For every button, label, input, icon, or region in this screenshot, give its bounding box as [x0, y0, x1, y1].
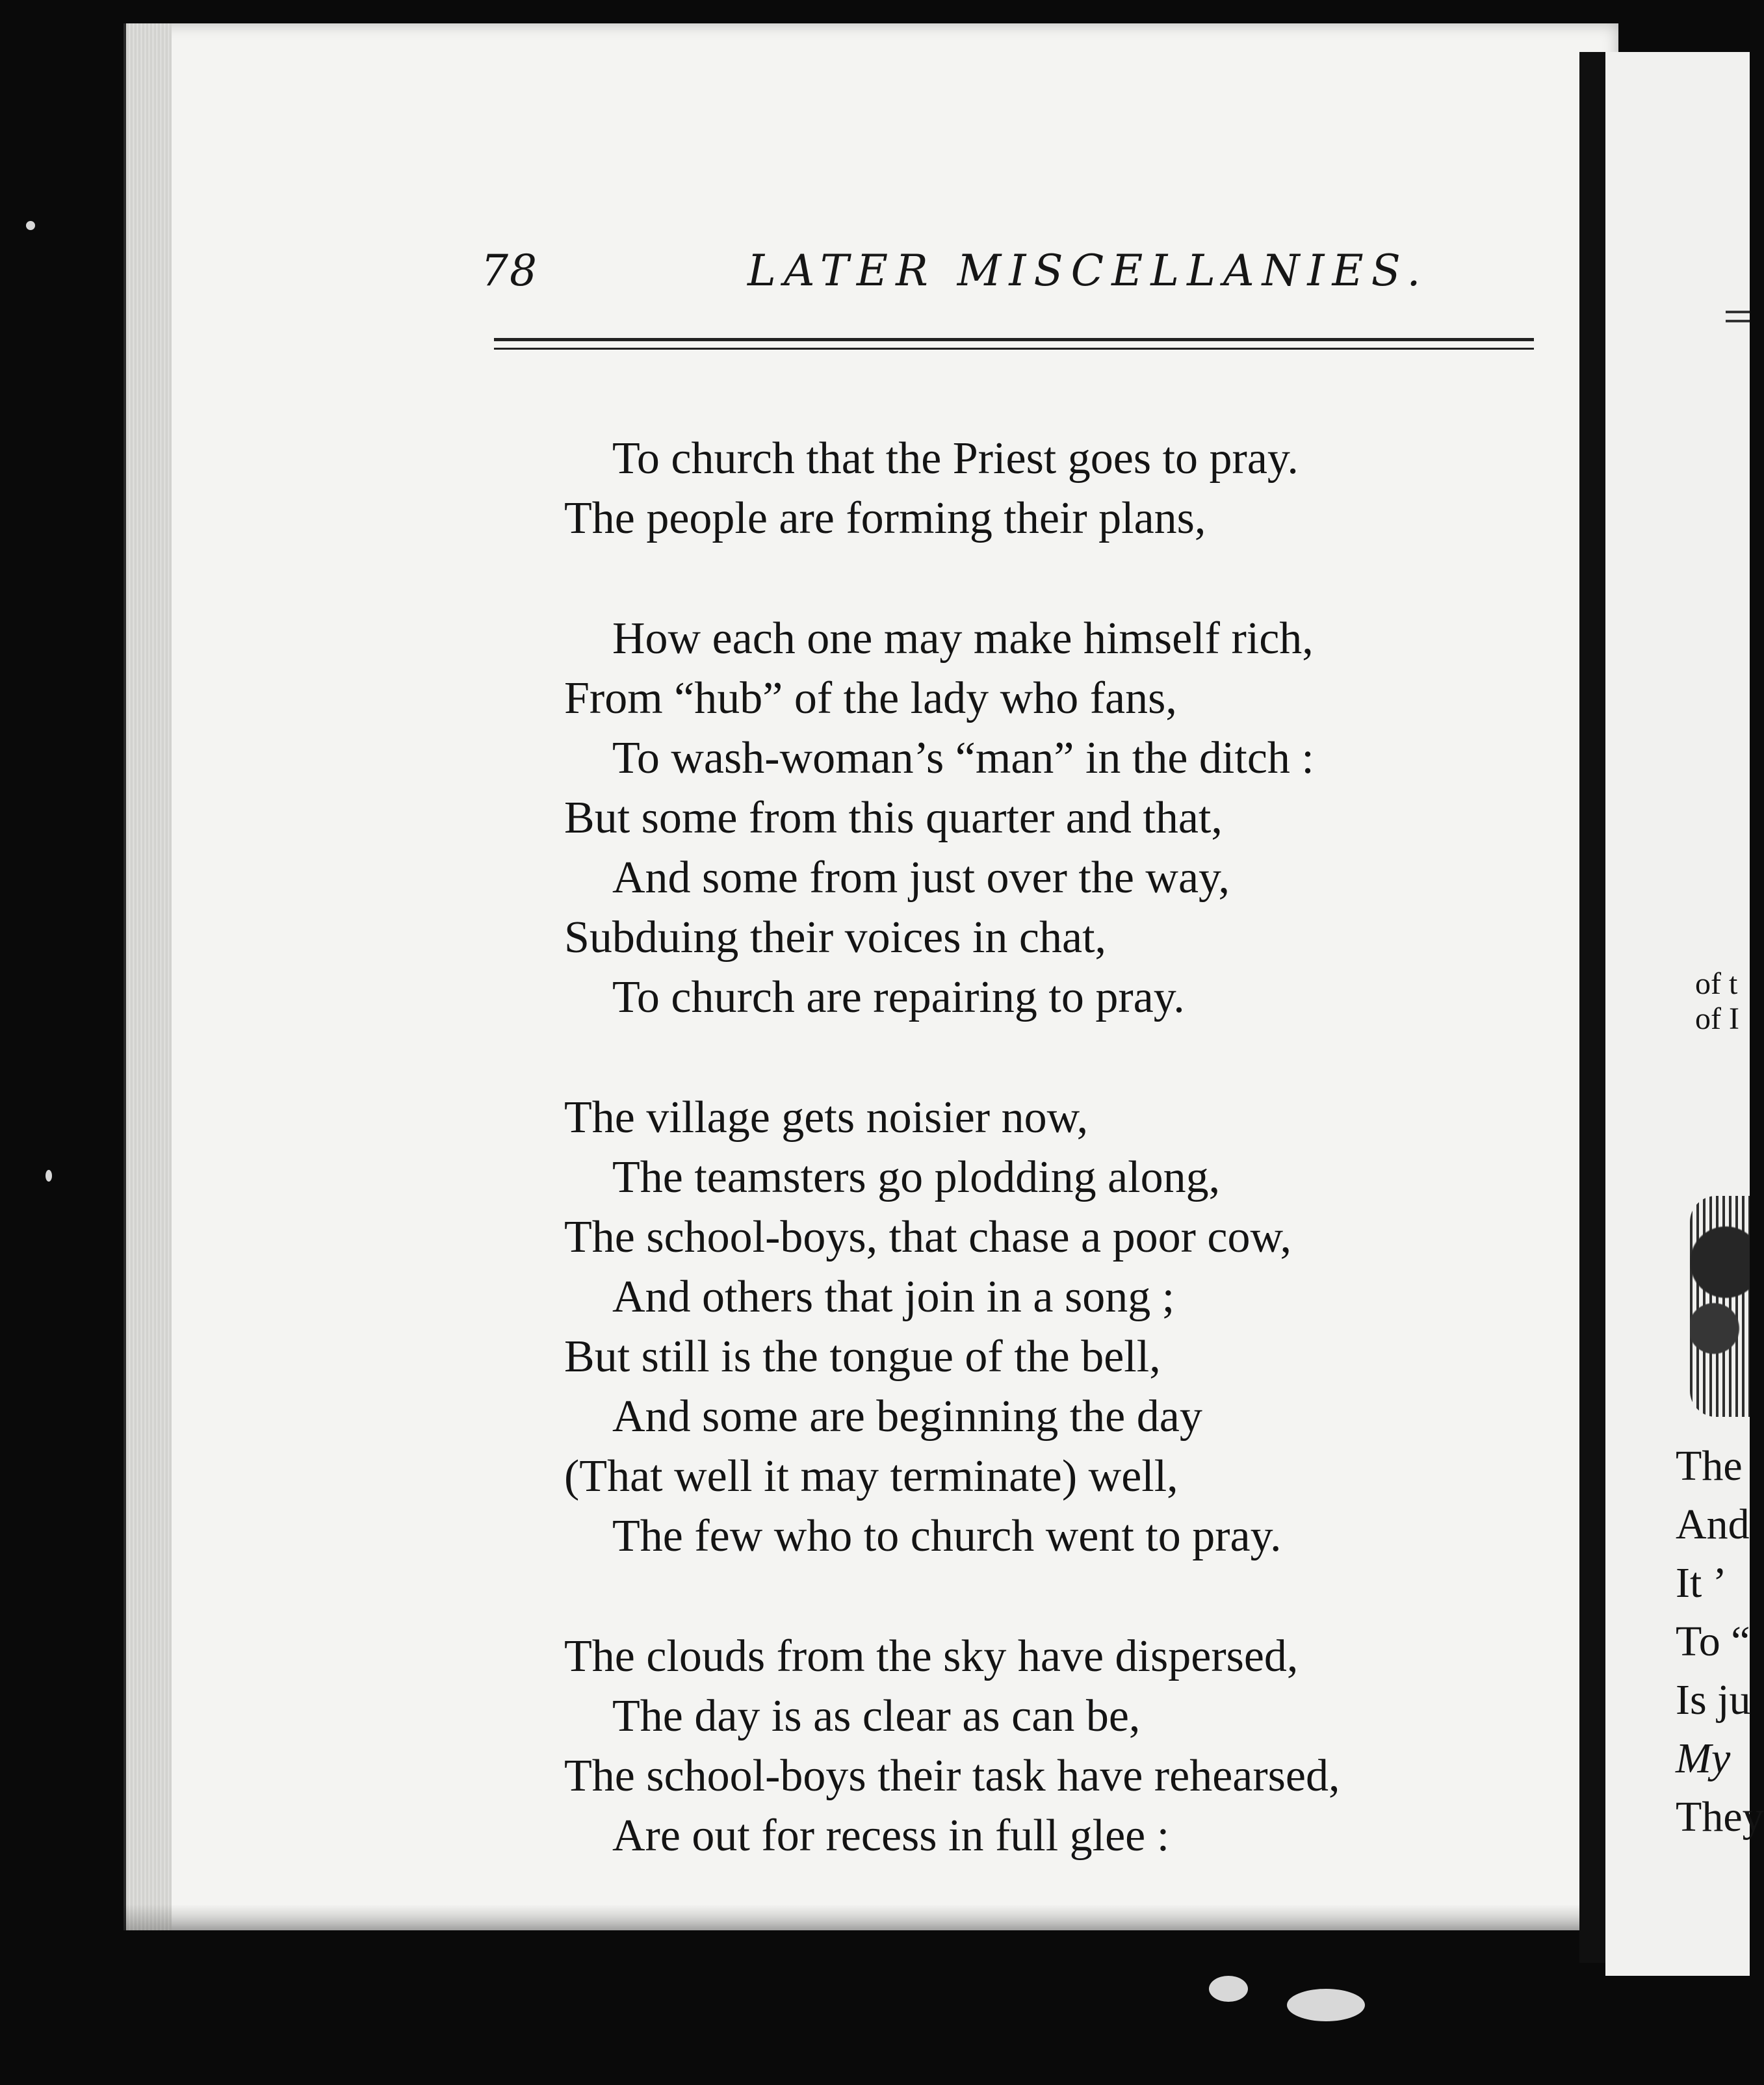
poem-line: From “hub” of the lady who fans, [564, 673, 1177, 723]
right-page-fragment: The [1676, 1442, 1743, 1490]
scan-speck [1287, 1989, 1365, 2021]
poem-line: To wash-woman’s “man” in the ditch : [612, 733, 1314, 783]
poem-line: And others that join in a song ; [612, 1272, 1175, 1322]
poem-line: The people are forming their plans, [564, 493, 1206, 543]
page-number: 78 [481, 246, 538, 296]
poem-stanza [564, 1088, 1507, 1566]
scan-speck [1209, 1976, 1248, 2002]
scan-speck [26, 221, 35, 230]
book-gutter [1579, 52, 1605, 1963]
decorative-initial-ornament [1690, 1196, 1750, 1417]
header-rule-thin [494, 348, 1534, 350]
right-page-fragment: To “ [1676, 1618, 1750, 1665]
poem-line: To church are repairing to pray. [612, 972, 1185, 1022]
right-page-fragment: And [1676, 1501, 1750, 1548]
poem-line: The school-boys their task have rehearsed, [564, 1751, 1340, 1801]
poem-line: Are out for recess in full glee : [612, 1811, 1170, 1861]
scan-speck [45, 1170, 52, 1182]
poem-line: The village gets noisier now, [564, 1093, 1089, 1143]
right-page-fragment: of I [1695, 1002, 1739, 1036]
right-page-rule [1726, 311, 1750, 313]
poem-line: And some from just over the way, [612, 853, 1230, 903]
header-rule-thick [494, 338, 1534, 341]
poem-stanza [564, 429, 1507, 549]
poem-line: The clouds from the sky have dispersed, [564, 1631, 1299, 1681]
poem-line: (That well it may terminate) well, [564, 1451, 1178, 1501]
poem-stanza [564, 609, 1507, 1028]
right-page-fragment: My [1676, 1735, 1731, 1782]
poem-line: The teamsters go plodding along, [612, 1152, 1221, 1202]
poem-line: To church that the Priest goes to pray. [612, 434, 1299, 484]
right-page-fragment: They [1676, 1793, 1764, 1841]
right-page-rule [1726, 320, 1750, 322]
right-page-fragment: Is ju [1676, 1676, 1751, 1724]
poem-line: The day is as clear as can be, [612, 1691, 1141, 1741]
poem-line: Subduing their voices in chat, [564, 913, 1107, 963]
poem-line: The school-boys, that chase a poor cow, [564, 1212, 1292, 1262]
poem-line: And some are beginning the day [612, 1392, 1202, 1442]
right-page-fragment: It ’ [1676, 1559, 1727, 1607]
poem-line: The few who to church went to pray. [612, 1511, 1282, 1561]
right-page-fragment: of t [1695, 966, 1738, 1001]
poem-stanza [564, 1627, 1507, 1866]
poem-body [564, 429, 1507, 1926]
page-header [481, 246, 1534, 311]
poem-line: How each one may make himself rich, [612, 614, 1314, 664]
poem-line: But some from this quarter and that, [564, 793, 1223, 843]
page-edges [123, 23, 172, 1930]
running-head: LATER MISCELLANIES. [747, 246, 1429, 296]
poem-line: But still is the tongue of the bell, [564, 1332, 1161, 1382]
